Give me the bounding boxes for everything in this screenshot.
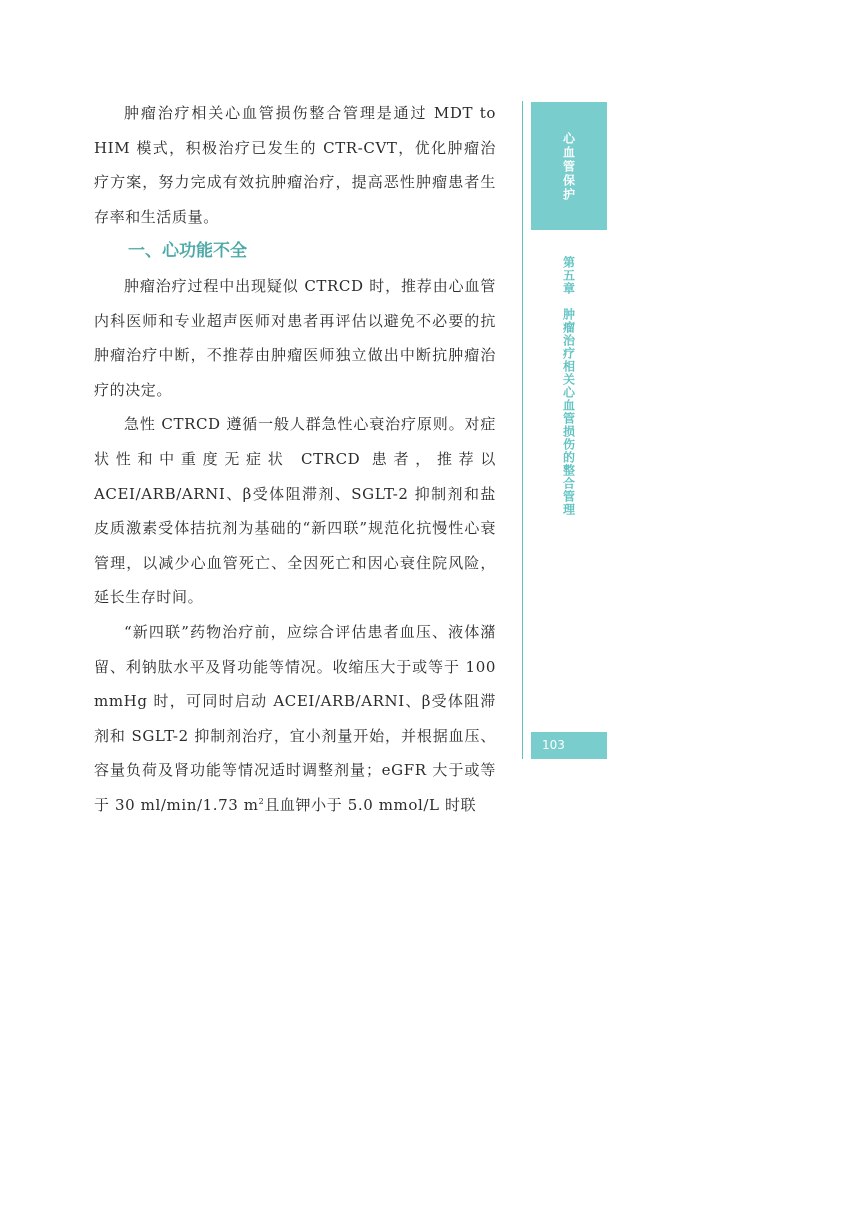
main-text (94, 96, 496, 822)
superscript: 2 (258, 796, 265, 806)
section-tab (531, 102, 607, 230)
section-heading: 一、心功能不全 (128, 241, 247, 262)
chapter-title (531, 256, 607, 516)
paragraph-acute-ctrcd: 急性 CTRCD 遵循一般人群急性心衰治疗原则。对症状性和中重度无症状 CTRCD 患者，推荐以 ACEI/ARB/ARNI、β受体阻滞剂、SGLT-2 抑制剂和盐皮质激素受体拮抗剂为基础的“新四联”规范化抗慢性心衰管理，以减少心血管死亡、全因死亡和因心衰住院风险，延长生存时间。 (94, 415, 496, 607)
chapter-title-label: 第五章 肿瘤治疗相关心血管损伤的整合管理 (561, 256, 576, 516)
page-number: 103 (531, 732, 607, 759)
paragraph-ctrcd-evaluation: 肿瘤治疗过程中出现疑似 CTRCD 时，推荐由心血管内科医师和专业超声医师对患者再评估以避免不必要的抗肿瘤治疗中断，不推荐由肿瘤医师独立做出中断抗肿瘤治疗的决定。 (94, 276, 496, 399)
vertical-divider (522, 101, 523, 759)
paragraph-text-part: 且血钾小于 5.0 mmol/L 时联 (264, 795, 477, 814)
paragraph-text-part: “新四联”药物治疗前，应综合评估患者血压、液体潴留、利钠肽水平及肾功能等情况。收缩压大于或等于 100 mmHg 时，可同时启动 ACEI/ARB/ARNI、β受体阻滞剂和 SGLT-2 抑制剂治疗，宜小剂量开始，并根据血压、容量负荷及肾功能等情况适时调整剂量；eGFR 大于或等于 30 ml/min/1.73 m (94, 622, 496, 814)
section-tab-label: 心血管保护 (561, 132, 576, 202)
paragraph-intro: 肿瘤治疗相关心血管损伤整合管理是通过 MDT to HIM 模式，积极治疗已发生的 CTR-CVT，优化肿瘤治疗方案，努力完成有效抗肿瘤治疗，提高恶性肿瘤患者生存率和生活质量。 (94, 104, 496, 226)
paragraph-quadruple-therapy (94, 615, 496, 823)
